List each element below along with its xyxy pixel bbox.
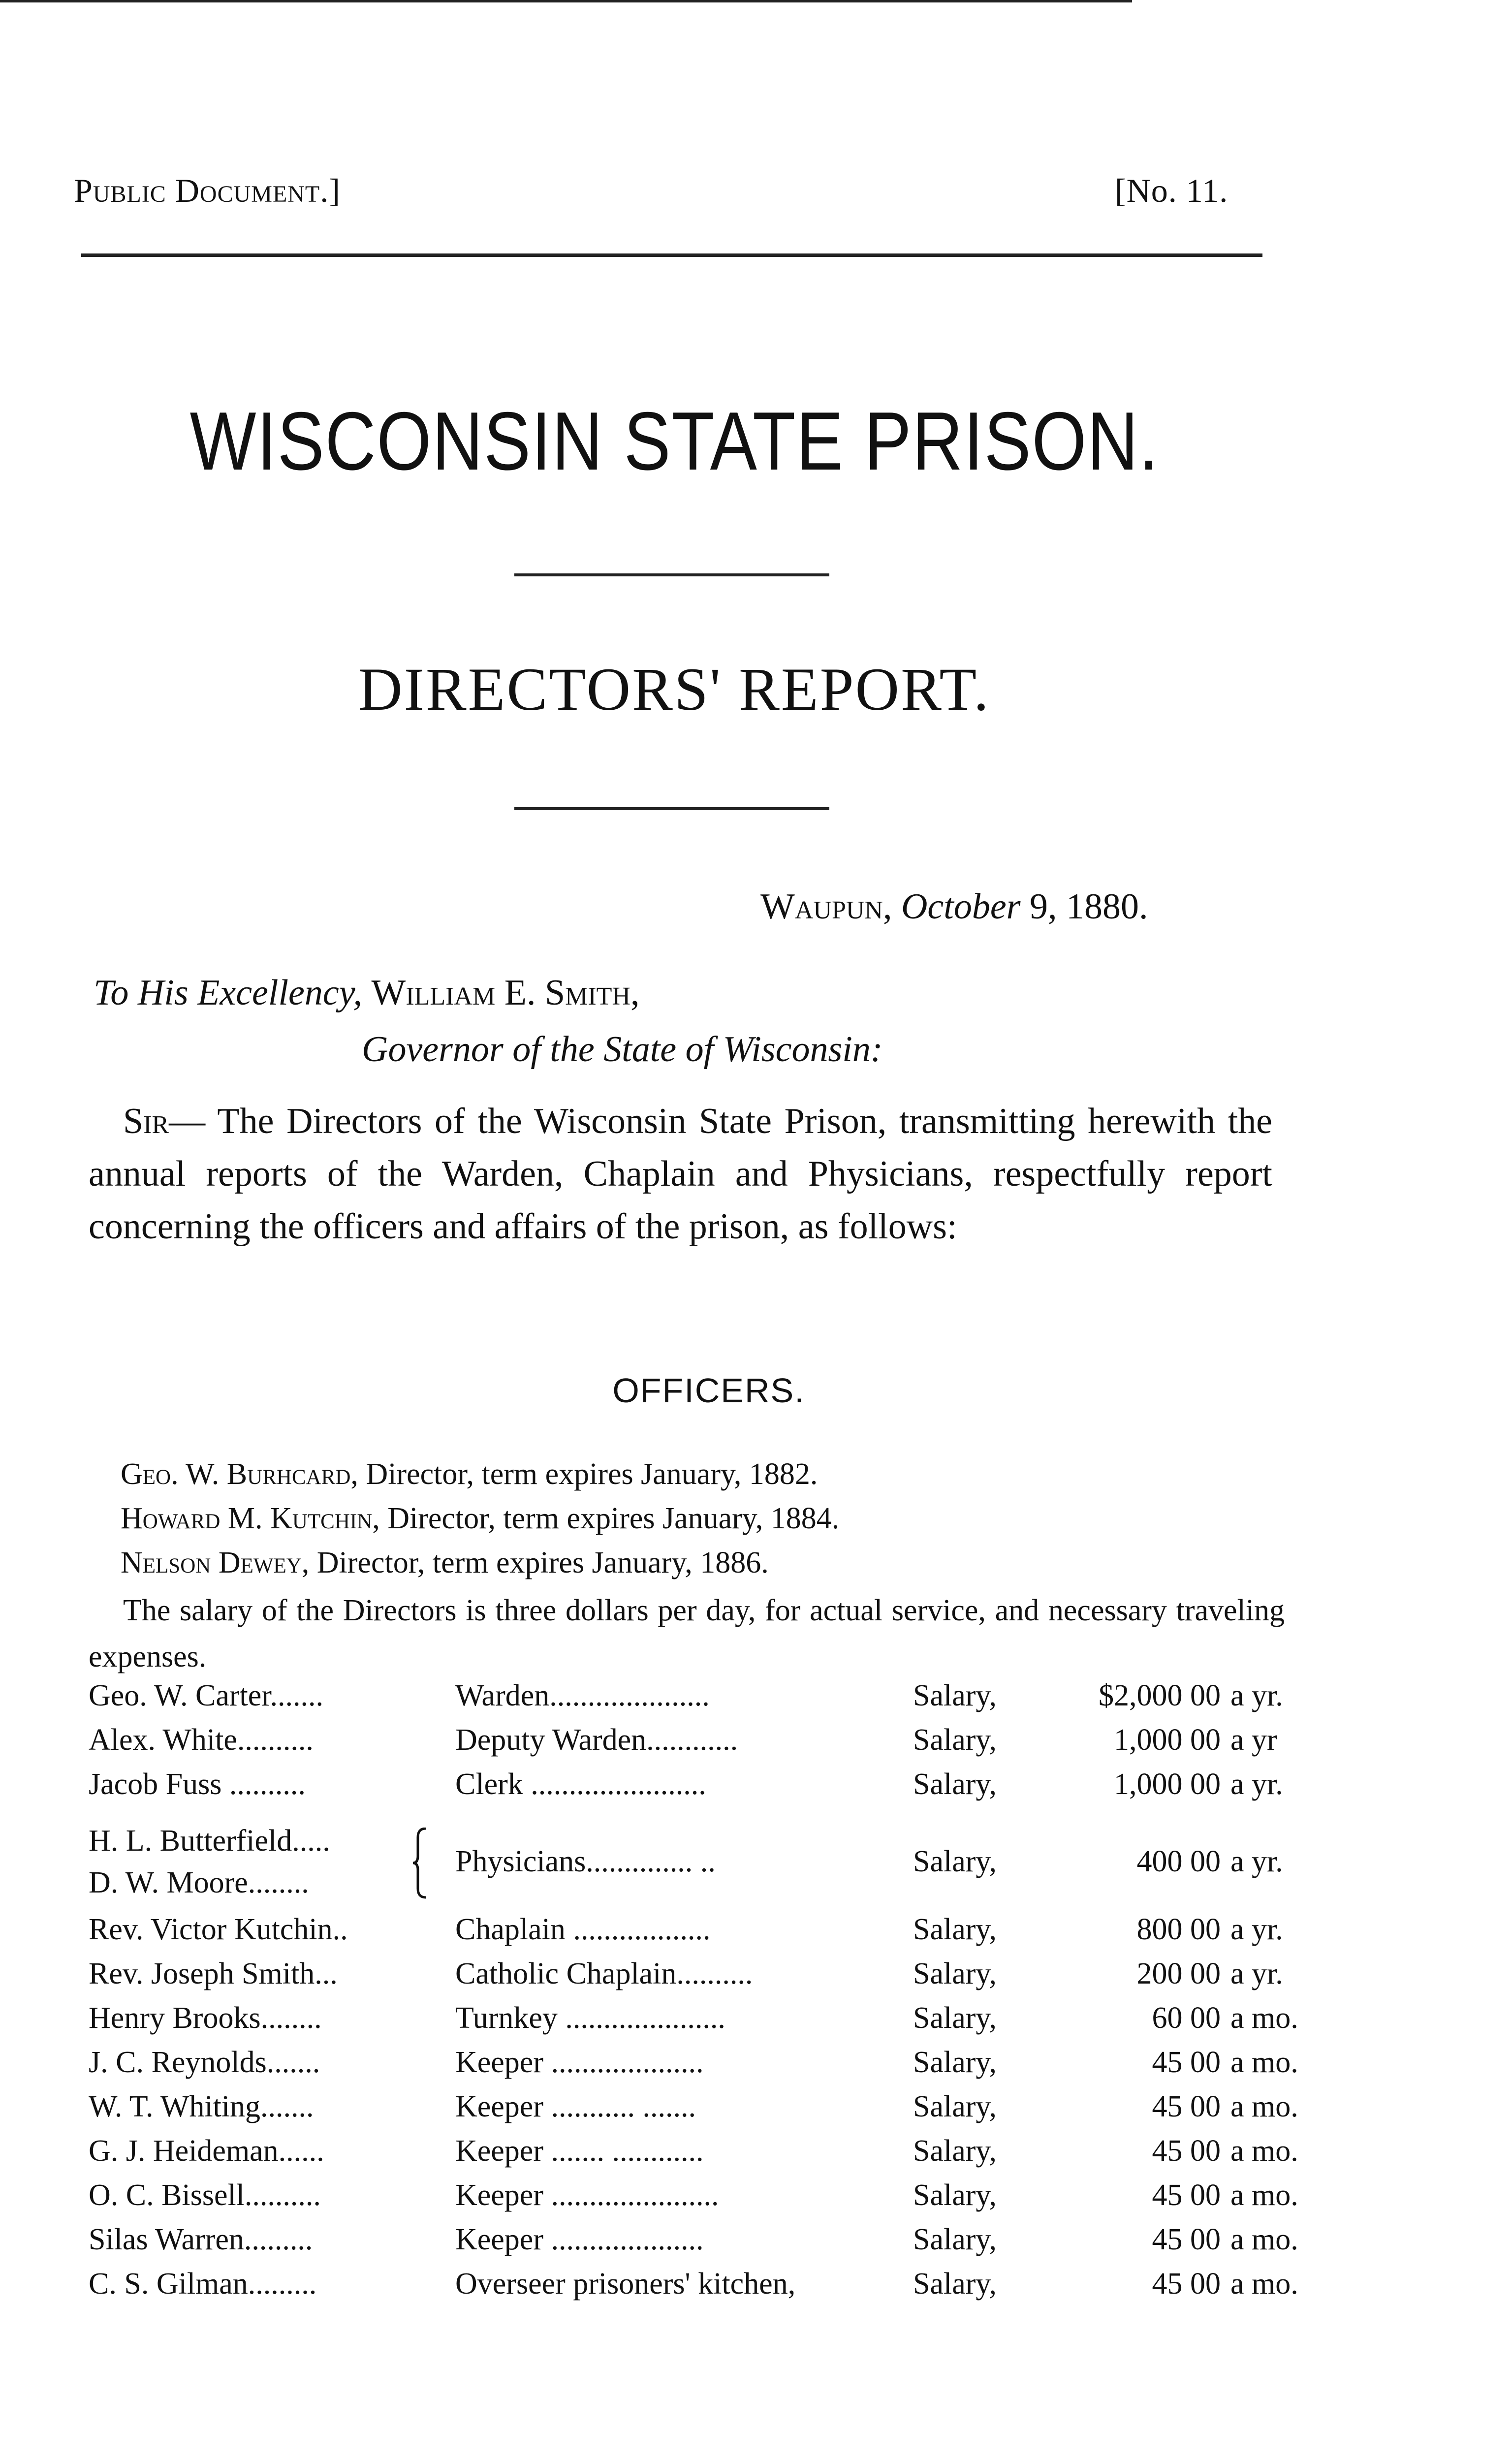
staff-position: Deputy Warden............ xyxy=(455,1723,738,1757)
salary-amount: 45 00 xyxy=(1152,2223,1221,2256)
staff-name: Jacob Fuss .......... xyxy=(89,1767,306,1801)
director-term: Director, term expires January, 1886. xyxy=(316,1546,769,1579)
salary-label: Salary, xyxy=(913,2223,997,2256)
staff-position: Keeper .................... xyxy=(455,2223,704,2256)
staff-row xyxy=(89,2089,1298,2129)
salary-label: Salary, xyxy=(913,1679,997,1712)
staff-position: Overseer prisoners' kitchen, xyxy=(455,2267,796,2301)
staff-name: C. S. Gilman......... xyxy=(89,2267,317,2301)
body-text: — The Directors of the Wisconsin State Prison, transmitting herewith the annual reports of the Warden, Chaplain and Physicians, respectfully report concerning the officers and affairs of the prison, as follows: xyxy=(89,1101,1272,1247)
staff-name: J. C. Reynolds....... xyxy=(89,2046,320,2079)
salary-period: a mo. xyxy=(1230,2223,1298,2256)
salary-label: Salary, xyxy=(913,2046,997,2079)
staff-position: Chaplain .................. xyxy=(455,1913,711,1946)
salary-period: a mo. xyxy=(1230,2001,1298,2035)
salary-period: a mo. xyxy=(1230,2134,1298,2168)
staff-name: Silas Warren......... xyxy=(89,2223,313,2256)
director-name: Howard M. Kutchin, xyxy=(121,1502,380,1535)
staff-position: Clerk ....................... xyxy=(455,1767,706,1801)
page-title: WISCONSIN STATE PRISON. xyxy=(189,395,1160,487)
salary-label: Salary, xyxy=(913,2001,997,2035)
top-rule xyxy=(0,0,1132,2)
salary-period: a mo. xyxy=(1230,2090,1298,2123)
salary-period: a yr. xyxy=(1230,1679,1283,1712)
salary-period: a yr. xyxy=(1230,1767,1283,1801)
staff-row xyxy=(89,2178,1298,2217)
staff-name: Alex. White.......... xyxy=(89,1723,314,1757)
staff-row xyxy=(89,2267,1298,2306)
document-number: [No. 11. xyxy=(1115,172,1228,209)
staff-position: Keeper ...................... xyxy=(455,2178,719,2212)
salutation: Sir xyxy=(123,1101,169,1141)
address-line-1 xyxy=(94,972,640,1014)
title-rule xyxy=(514,573,829,576)
staff-row xyxy=(89,2222,1298,2262)
physicians-position: Physicians.............. .. xyxy=(455,1845,716,1878)
director-name: Nelson Dewey, xyxy=(121,1546,310,1579)
salary-amount: 45 00 xyxy=(1152,2178,1221,2212)
director-line xyxy=(121,1546,769,1580)
salary-label: Salary, xyxy=(913,2267,997,2301)
brace-icon xyxy=(411,1828,431,1899)
salary-period: a yr. xyxy=(1230,1845,1283,1878)
address-line-2: Governor of the State of Wisconsin: xyxy=(362,1029,883,1070)
salary-amount: 45 00 xyxy=(1152,2046,1221,2079)
salary-amount: 800 00 xyxy=(1136,1913,1221,1946)
physician-name: D. W. Moore........ xyxy=(89,1866,309,1899)
director-term: Director, term expires January, 1884. xyxy=(387,1502,840,1535)
salary-period: a mo. xyxy=(1230,2178,1298,2212)
salary-note-text: The salary of the Directors is three dollars per day, for actual service, and necessary traveling expenses. xyxy=(89,1594,1285,1673)
body-paragraph xyxy=(89,1095,1272,1253)
salary-amount: 400 00 xyxy=(1136,1845,1221,1878)
director-name: Geo. W. Burhcard, xyxy=(121,1457,358,1491)
salary-amount: 45 00 xyxy=(1152,2267,1221,2301)
staff-name: Rev. Joseph Smith... xyxy=(89,1957,338,1990)
salary-amount: 200 00 xyxy=(1136,1957,1221,1990)
salary-label: Salary, xyxy=(913,1767,997,1801)
director-line xyxy=(121,1501,839,1536)
director-line xyxy=(121,1457,818,1492)
physician-name: H. L. Butterfield..... xyxy=(89,1824,330,1858)
staff-name: O. C. Bissell.......... xyxy=(89,2178,321,2212)
salary-period: a yr. xyxy=(1230,1913,1283,1946)
salary-label: Salary, xyxy=(913,1913,997,1946)
salary-note xyxy=(89,1587,1285,1680)
dateline xyxy=(760,886,1148,928)
staff-position: Warden..................... xyxy=(455,1679,710,1712)
salary-label: Salary, xyxy=(913,2090,997,2123)
dateline-month: October xyxy=(901,886,1021,927)
staff-row xyxy=(89,2001,1298,2040)
staff-position: Turnkey ..................... xyxy=(455,2001,725,2035)
salary-period: a yr. xyxy=(1230,1957,1283,1990)
salary-label: Salary, xyxy=(913,1845,997,1878)
salary-period: a mo. xyxy=(1230,2267,1298,2301)
salary-label: Salary, xyxy=(913,2134,997,2168)
salary-amount: 45 00 xyxy=(1152,2134,1221,2168)
salary-amount: 1,000 00 xyxy=(1114,1767,1221,1801)
staff-position: Keeper ........... ....... xyxy=(455,2090,696,2123)
staff-name: Geo. W. Carter....... xyxy=(89,1679,323,1712)
report-subtitle: DIRECTORS' REPORT. xyxy=(358,656,990,723)
staff-position: Keeper ....... ............ xyxy=(455,2134,704,2168)
staff-row xyxy=(89,2134,1298,2173)
staff-row xyxy=(89,1723,1294,1762)
staff-name: Henry Brooks........ xyxy=(89,2001,322,2035)
document-label: Public Document.] xyxy=(74,172,341,209)
salary-label: Salary, xyxy=(913,2178,997,2212)
staff-row xyxy=(89,1678,1294,1718)
dateline-place: Waupun, xyxy=(760,886,892,927)
staff-position: Keeper .................... xyxy=(455,2046,704,2079)
salary-amount: 1,000 00 xyxy=(1114,1723,1221,1757)
dateline-year: 9, 1880. xyxy=(1029,886,1148,927)
staff-name: W. T. Whiting....... xyxy=(89,2090,314,2123)
officers-heading: OFFICERS. xyxy=(612,1371,805,1410)
salary-amount: 60 00 xyxy=(1152,2001,1221,2035)
physicians-row xyxy=(89,1824,1294,1902)
staff-row xyxy=(89,1956,1294,1996)
salary-label: Salary, xyxy=(913,1957,997,1990)
staff-name: Rev. Victor Kutchin.. xyxy=(89,1913,348,1946)
salary-amount: $2,000 00 xyxy=(1099,1679,1221,1712)
staff-row xyxy=(89,1912,1294,1952)
address-prefix: To His Excellency, xyxy=(94,973,362,1013)
address-name: William E. Smith, xyxy=(371,973,640,1013)
salary-label: Salary, xyxy=(913,1723,997,1757)
director-term: Director, term expires January, 1882. xyxy=(366,1457,818,1491)
subtitle-rule xyxy=(514,807,829,810)
staff-row xyxy=(89,1767,1294,1806)
staff-row xyxy=(89,2045,1298,2084)
staff-position: Catholic Chaplain.......... xyxy=(455,1957,753,1990)
salary-period: a yr xyxy=(1230,1723,1277,1757)
salary-amount: 45 00 xyxy=(1152,2090,1221,2123)
header-rule xyxy=(81,253,1262,257)
salary-period: a mo. xyxy=(1230,2046,1298,2079)
staff-name: G. J. Heideman...... xyxy=(89,2134,324,2168)
